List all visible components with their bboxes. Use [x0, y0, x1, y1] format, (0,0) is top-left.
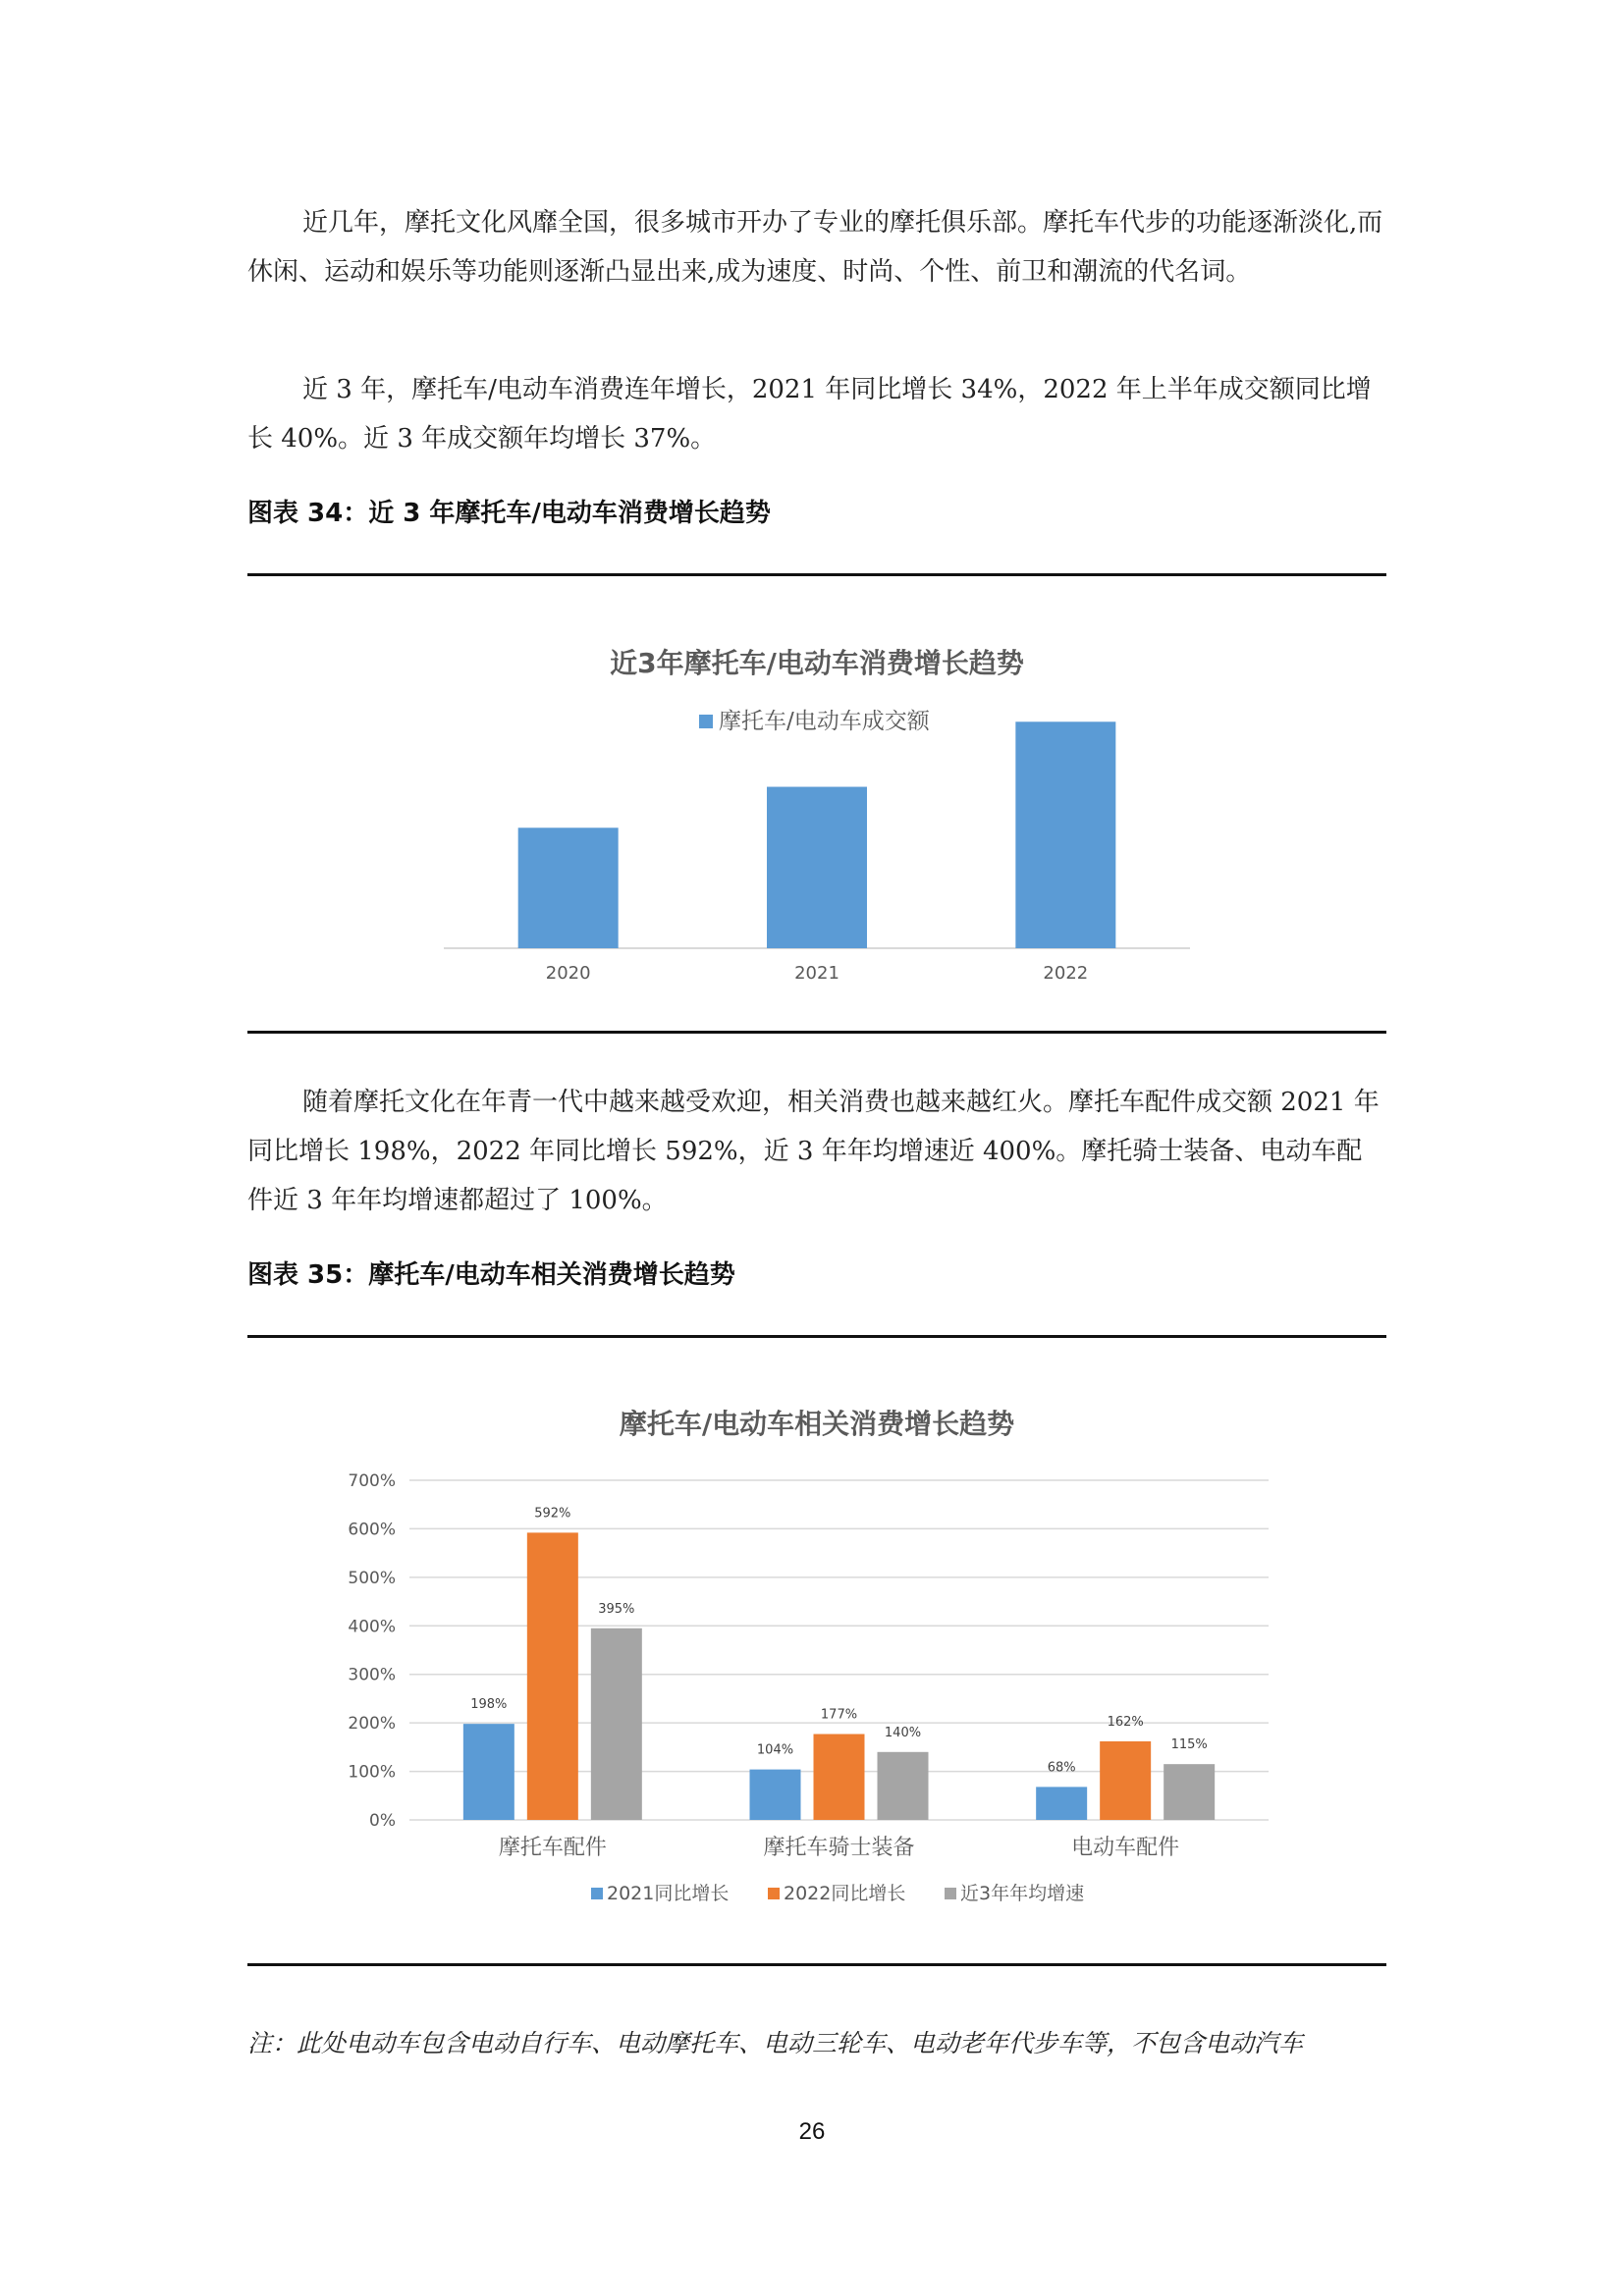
- data-label: 177%: [820, 1707, 858, 1723]
- figure-34-top-rule: [247, 573, 1386, 576]
- data-label: 68%: [1047, 1760, 1076, 1776]
- bar-摩托车配件-2022同比增长: [527, 1532, 578, 1820]
- y-tick-label: 600%: [348, 1520, 396, 1540]
- paragraph-consumption-growth: 近 3 年，摩托车/电动车消费连年增长，2021 年同比增长 34%，2022 年上半年成交额同比增长 40%。近 3 年成交额年均增长 37%。: [247, 375, 1372, 454]
- data-label: 140%: [884, 1725, 922, 1740]
- figure-34-caption: 图表 34：近 3 年摩托车/电动车消费增长趋势: [247, 499, 771, 528]
- chart-motorcycle-consumption-svg: [247, 589, 1386, 1021]
- chart-motorcycle-consumption: [247, 589, 1386, 1021]
- bar-摩托车骑士装备-近3年年均增速: [878, 1752, 929, 1820]
- x-tick-label: 2020: [545, 963, 591, 984]
- legend-swatch: [699, 715, 713, 728]
- figure-34-bottom-rule: [247, 1031, 1386, 1034]
- y-tick-label: 700%: [348, 1471, 396, 1491]
- bar-摩托车骑士装备-2021同比增长: [750, 1770, 801, 1820]
- bar-2020: [518, 828, 619, 948]
- legend-label: 摩托车/电动车成交额: [719, 709, 930, 734]
- figure-35-top-rule: [247, 1335, 1386, 1338]
- y-tick-label: 0%: [369, 1811, 396, 1831]
- paragraph-related-consumption: 随着摩托文化在年青一代中越来越受欢迎，相关消费也越来越红火。摩托车配件成交额 2021 年同比增长 198%，2022 年同比增长 592%，近 3 年年均增速近 400%。摩托骑士装备、电动车配件近 3 年年均增速都超过了 100%。: [247, 1088, 1380, 1215]
- legend-swatch: [945, 1888, 956, 1899]
- legend-swatch: [768, 1888, 780, 1899]
- figure-35-bottom-rule: [247, 1963, 1386, 1966]
- x-tick-label: 2022: [1043, 963, 1089, 984]
- chart-title: 近3年摩托车/电动车消费增长趋势: [610, 647, 1024, 679]
- bar-2022: [1015, 721, 1115, 948]
- x-tick-label: 摩托车配件: [498, 1836, 607, 1860]
- bar-摩托车配件-2021同比增长: [463, 1724, 514, 1820]
- y-tick-label: 500%: [348, 1568, 396, 1588]
- bar-电动车配件-2021同比增长: [1036, 1787, 1087, 1820]
- bar-摩托车配件-近3年年均增速: [591, 1629, 642, 1820]
- x-tick-label: 2021: [794, 963, 839, 984]
- legend-swatch: [591, 1888, 603, 1899]
- data-label: 592%: [534, 1506, 571, 1522]
- y-tick-label: 300%: [348, 1665, 396, 1685]
- legend-label: 2022同比增长: [784, 1883, 906, 1904]
- y-tick-label: 400%: [348, 1617, 396, 1637]
- data-label: 162%: [1107, 1714, 1144, 1730]
- bar-摩托车骑士装备-2022同比增长: [814, 1735, 865, 1820]
- paragraph-motorcycle-culture: 近几年，摩托文化风靡全国，很多城市开办了专业的摩托俱乐部。摩托车代步的功能逐渐淡化,而休闲、运动和娱乐等功能则逐渐凸显出来,成为速度、时尚、个性、前卫和潮流的代名词。: [247, 208, 1383, 287]
- page-number: 26: [798, 2118, 826, 2145]
- figure-35-caption: 图表 35：摩托车/电动车相关消费增长趋势: [247, 1260, 735, 1290]
- footnote: 注：此处电动车包含电动自行车、电动摩托车、电动三轮车、电动老年代步车等，不包含电动汽车: [247, 2029, 1304, 2057]
- data-label: 104%: [756, 1742, 794, 1758]
- chart-title: 摩托车/电动车相关消费增长趋势: [619, 1408, 1015, 1440]
- bar-电动车配件-2022同比增长: [1100, 1741, 1151, 1820]
- legend-label: 近3年年均增速: [960, 1883, 1085, 1904]
- legend-label: 2021同比增长: [607, 1883, 730, 1904]
- x-tick-label: 摩托车骑士装备: [763, 1836, 915, 1860]
- bar-电动车配件-近3年年均增速: [1164, 1764, 1215, 1820]
- chart-related-consumption-svg: [247, 1345, 1386, 1953]
- bar-2021: [767, 787, 867, 948]
- x-tick-label: 电动车配件: [1071, 1836, 1180, 1860]
- data-label: 198%: [470, 1697, 508, 1713]
- chart-related-consumption: [247, 1345, 1386, 1953]
- data-label: 395%: [598, 1601, 635, 1617]
- y-tick-label: 200%: [348, 1714, 396, 1735]
- data-label: 115%: [1170, 1737, 1208, 1753]
- y-tick-label: 100%: [348, 1762, 396, 1783]
